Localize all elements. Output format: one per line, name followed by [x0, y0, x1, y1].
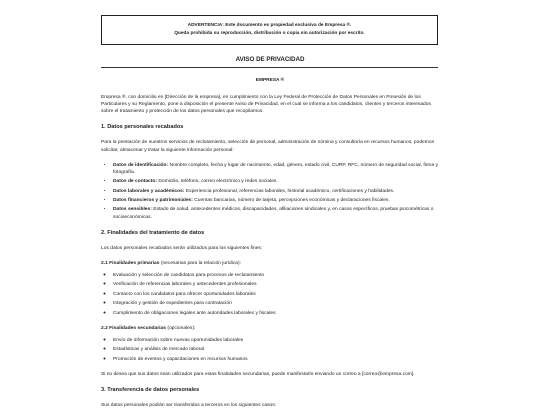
- warning-line-2: Queda prohibida su reproducción, distribución o copia sin autorización por escrito.: [174, 31, 365, 36]
- list-item: ◦ Verificación de referencias laborales y antecedentes profesionales: [113, 281, 441, 288]
- item-label: Datos de identificación:: [113, 162, 169, 168]
- primary-note: (necesarias para la relación jurídica):: [160, 260, 242, 266]
- section-1-heading: 1. Datos personales recabados: [101, 124, 184, 131]
- item-text: Experiencia profesional, referencias laborales, historial académico, certificaciones y habilidades.: [185, 188, 395, 194]
- primary-purposes-list: [101, 272, 441, 317]
- item-label: Datos laborales y académicos:: [113, 188, 185, 194]
- item-text: Domicilio, teléfono, correo electrónico y redes sociales.: [158, 179, 278, 185]
- section-3-text: Sus datos personales podrán ser transferidos a terceros en los siguientes casos:: [101, 402, 277, 408]
- document-body: [101, 94, 441, 417]
- list-item: ◦ Cumplimiento de obligaciones legales ante autoridades laborales y fiscales: [113, 310, 441, 317]
- intro-paragraph: Empresa ®, con domicilio en [Dirección de la empresa], en cumplimiento con la Ley Federal de Protección de Datos Personales en Posesión de los Particulares y su Reglamento, pone a disposición el presente Aviso de Privacidad, en el cual se informa a los candidatos, clientes y terceros interesados sobre el tratamiento y protección de los datos personales que recopilamos.: [101, 95, 431, 115]
- item-label: Datos sensibles:: [113, 207, 152, 213]
- item-text: Nombre completo, fecha y lugar de nacimiento, edad, género, estado civil, CURP, RFC, número de seguridad social, firma y fotografía.: [113, 162, 439, 175]
- section-3-heading: 3. Transferencia de datos personales: [101, 386, 200, 393]
- primary-purposes-label: [101, 260, 441, 267]
- personal-data-list: [101, 162, 441, 221]
- list-item: [113, 178, 441, 185]
- list-item: [113, 162, 441, 176]
- item-label: Datos financieros y patrimoniales:: [113, 197, 193, 203]
- list-item: ◦ Promoción de eventos y capacitaciones en recursos humanos: [113, 356, 441, 363]
- title-divider: [101, 67, 438, 68]
- item-text: Estado de salud, antecedentes médicos, discapacidades, afiliaciones sindicales y, en casos específicos, pruebas psicométricas o socioeconómicas.: [113, 207, 434, 220]
- section-2: [101, 229, 441, 378]
- list-item: ◦ Envío de información sobre nuevas oportunidades laborales: [113, 337, 441, 344]
- primary-label: 2.1 Finalidades primarias: [101, 260, 160, 266]
- document-title: AVISO DE PRIVACIDAD: [235, 56, 305, 63]
- section-2-heading: 2. Finalidades del tratamiento de datos: [101, 229, 205, 236]
- list-item: ◦ Integración y gestión de expedientes para contratación: [113, 300, 441, 307]
- list-item: ◦ Evaluación y selección de candidatos para procesos de reclutamiento: [113, 272, 441, 279]
- secondary-label: 2.2 Finalidades secundarias: [101, 325, 166, 331]
- secondary-note: (opcionales):: [167, 325, 196, 331]
- section-3: [101, 386, 441, 409]
- list-item: ◦ Contacto con los candidatos para ofrecer oportunidades laborales: [113, 291, 441, 298]
- list-item: [113, 206, 441, 220]
- item-text: Cuentas bancarias, número de tarjeta, percepciones económicas y declaraciones fiscales.: [194, 197, 390, 203]
- list-item: [113, 188, 441, 195]
- item-label: Datos de contacto:: [113, 179, 158, 185]
- opt-out-paragraph: Si no desea que sus datos sean utilizados para estas finalidades secundarias, puede manifestarlo enviando un correo a [correo@empresa.com].: [101, 371, 415, 377]
- section-1: [101, 123, 441, 220]
- warning-box: [101, 15, 438, 45]
- list-item: ◦ Estadísticas y análisis de mercado laboral: [113, 346, 441, 353]
- section-2-text: Los datos personales recabados serán utilizados para los siguientes fines:: [101, 245, 263, 251]
- secondary-purposes-list: [101, 337, 441, 363]
- company-name: EMPRESA ®: [255, 78, 285, 83]
- section-1-text: Para la prestación de nuestros servicios de reclutamiento, selección de personal, administración de nómina y consultoría en recursos humanos, podemos solicitar, almacenar y tratar la siguiente información personal:: [101, 140, 435, 153]
- warning-line-1: ADVERTENCIA: Este documento es propiedad exclusiva de Empresa ®.: [187, 22, 352, 28]
- secondary-purposes-label: [101, 325, 441, 332]
- list-item: [113, 197, 441, 204]
